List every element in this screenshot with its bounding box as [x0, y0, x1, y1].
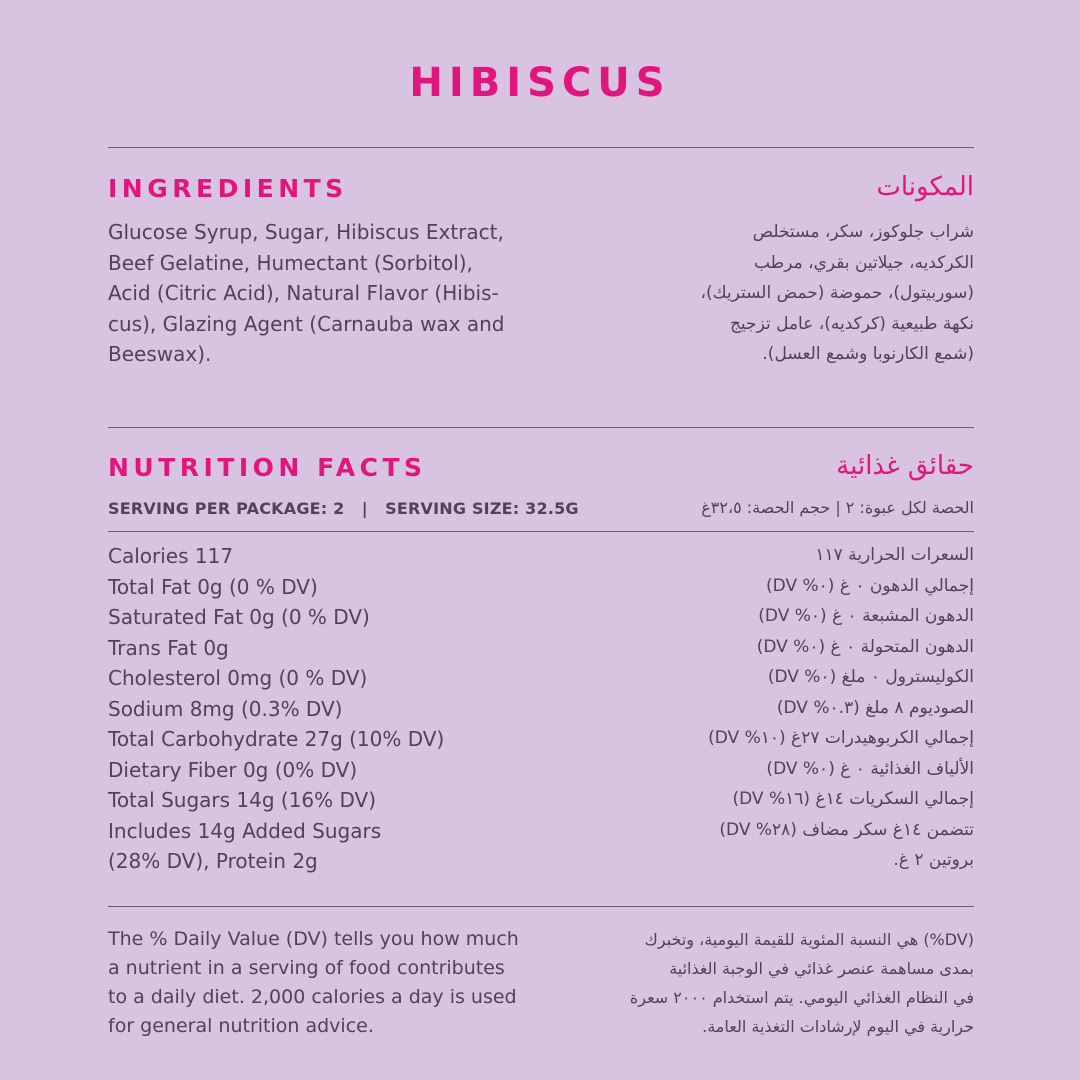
nutrition-line-ar: الدهون المتحولة ٠ غ (٠% DV): [756, 636, 974, 657]
nutrition-line-ar: الدهون المشبعة ٠ غ (٠% DV): [758, 606, 974, 626]
ingredients-line-en: Beef Gelatine, Humectant (Sorbitol),: [108, 250, 473, 275]
ingredients-line-ar: (شمع الكارنوبا وشمع العسل).: [762, 344, 974, 364]
ingredients-line-ar: نكهة طبيعية (كركديه)، عامل تزجيج: [729, 313, 974, 334]
nutrition-line-en: (28% DV), Protein 2g: [108, 849, 318, 873]
nutrition-line-ar: الصوديوم ٨ ملغ (٠.٣% DV): [776, 697, 974, 718]
nutrition-line-en: Dietary Fiber 0g (0% DV): [108, 757, 358, 782]
dv-note-line-ar: بمدى مساهمة عنصر غذائي في الوجبة الغذائية: [669, 959, 974, 978]
serving-info-ar: الحصة لكل عبوة: ٢ | حجم الحصة: ٣٢،٥غ: [701, 498, 974, 517]
dv-note-line-ar: حرارية في اليوم لإرشادات التغذية العامة.: [702, 1017, 974, 1036]
dv-note-ar: [630, 925, 974, 1041]
nutrition-line-en: Calories 117: [108, 544, 234, 568]
nutrition-line-en: Total Fat 0g (0 % DV): [108, 574, 318, 599]
nutrition-line-en: Saturated Fat 0g (0 % DV): [108, 605, 370, 629]
nutrition-line-en: Sodium 8mg (0.3% DV): [108, 696, 343, 721]
ingredients-line-en: Acid (Citric Acid), Natural Flavor (Hibis-: [108, 281, 499, 305]
ingredients-line-en: cus), Glazing Agent (Carnauba wax and: [108, 311, 505, 336]
nutrition-list-en: [108, 541, 444, 877]
serving-info-en: SERVING PER PACKAGE: 2 | SERVING SIZE: 32.5G: [108, 499, 579, 518]
divider-top: [108, 147, 974, 148]
dv-note-line-en: The % Daily Value (DV) tells you how much: [108, 928, 519, 950]
dv-note-line-ar: (DV%) هي النسبة المئوية للقيمة اليومية، وتخبرك: [644, 930, 974, 949]
ingredients-line-en: Glucose Syrup, Sugar, Hibiscus Extract,: [108, 220, 504, 244]
nutrition-line-ar: السعرات الحرارية ١١٧: [815, 545, 974, 565]
dv-note-line-en: for general nutrition advice.: [108, 1015, 374, 1037]
dv-note-line-ar: في النظام الغذائي اليومي. يتم استخدام ٢٠٠٠ سعرة: [629, 988, 974, 1007]
nutrition-line-ar: تتضمن ١٤غ سكر مضاف (٢٨% DV): [719, 819, 974, 840]
ingredients-heading-ar: المكونات: [876, 172, 974, 202]
nutrition-line-ar: إجمالي السكريات ١٤غ (١٦% DV): [732, 789, 974, 809]
nutrition-line-ar: إجمالي الكربوهيدرات ٢٧غ (١٠% DV): [708, 728, 974, 748]
ingredients-text-en: [108, 217, 505, 370]
divider-bottom: [108, 906, 974, 907]
nutrition-line-ar: الألياف الغذائية ٠ غ (٠% DV): [766, 758, 974, 779]
ingredients-text-ar: [700, 217, 974, 370]
ingredients-heading-en: INGREDIENTS: [108, 174, 348, 203]
nutrition-line-en: Trans Fat 0g: [108, 635, 229, 660]
ingredients-line-ar: (سوربيتول)، حموضة (حمض الستريك)،: [700, 283, 974, 303]
nutrition-heading-en: NUTRITION FACTS: [108, 453, 427, 482]
ingredients-line-ar: الكركديه، جيلاتين بقري، مرطب: [753, 252, 974, 273]
nutrition-line-en: Total Sugars 14g (16% DV): [108, 788, 377, 812]
ingredients-line-en: Beeswax).: [108, 342, 212, 366]
ingredients-line-ar: شراب جلوكوز، سكر، مستخلص: [752, 222, 974, 242]
divider-serving: [108, 531, 974, 532]
nutrition-list-ar: [708, 540, 974, 876]
nutrition-line-ar: بروتين ٢ غ.: [893, 850, 974, 870]
nutrition-line-ar: الكوليسترول ٠ ملغ (٠% DV): [767, 667, 974, 687]
nutrition-line-en: Total Carbohydrate 27g (10% DV): [108, 727, 445, 751]
nutrition-line-en: Cholesterol 0mg (0 % DV): [108, 666, 368, 690]
nutrition-heading-ar: حقائق غذائية: [836, 451, 974, 481]
divider-middle: [108, 427, 974, 428]
nutrition-line-en: Includes 14g Added Sugars: [108, 818, 382, 843]
nutrition-line-ar: إجمالي الدهون ٠ غ (٠% DV): [766, 575, 974, 596]
dv-note-line-en: to a daily diet. 2,000 calories a day is used: [108, 986, 517, 1008]
dv-note-en: [108, 925, 519, 1041]
dv-note-line-en: a nutrient in a serving of food contributes: [108, 957, 505, 979]
product-title: HIBISCUS: [409, 60, 671, 106]
